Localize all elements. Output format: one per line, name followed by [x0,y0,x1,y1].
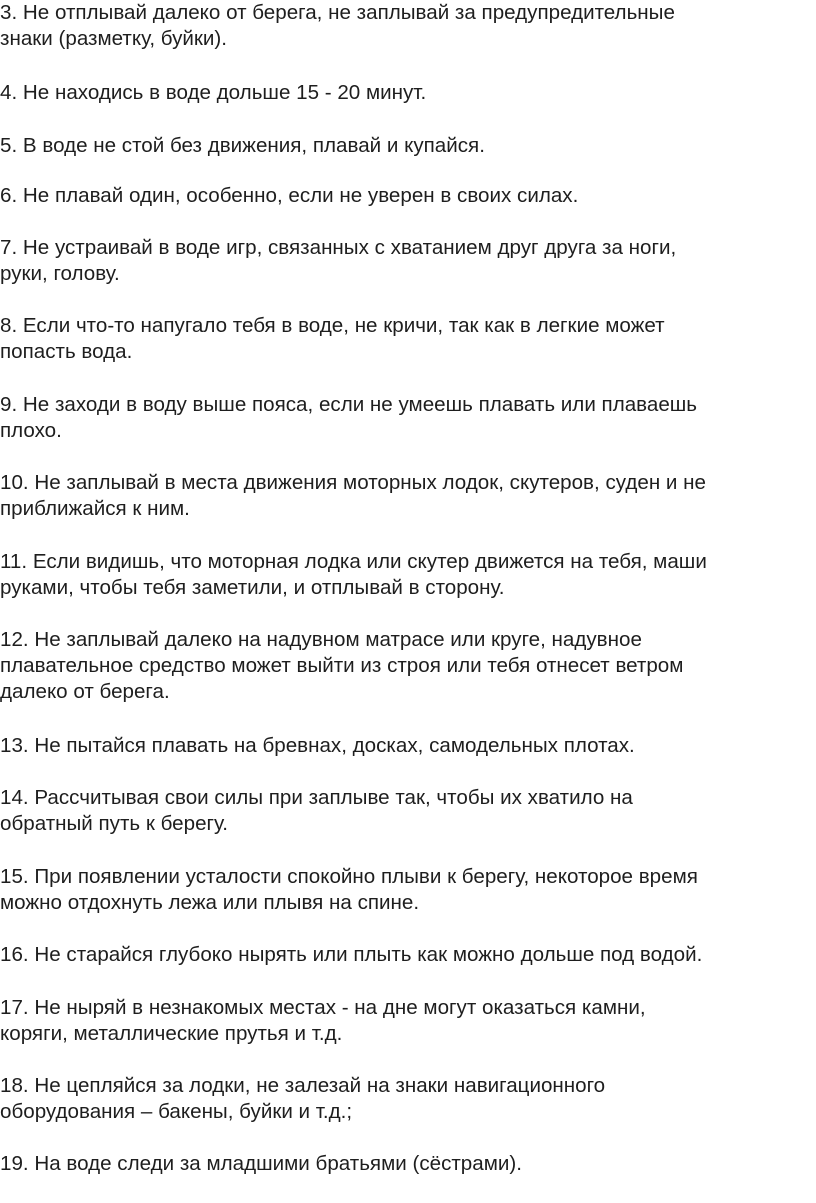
rule-item-14: 14. Рассчитывая свои силы при заплыве так, чтобы их хватило на обратный путь к берегу. [0,786,633,835]
rule-item-19: 19. На воде следи за младшими братьями (сёстрами). [0,1152,522,1175]
rule-item-16: 16. Не старайся глубоко нырять или плыть как можно дольше под водой. [0,943,703,966]
rule-item-11: 11. Если видишь, что моторная лодка или скутер движется на тебя, маши руками, чтобы тебя заметили, и отплывай в сторону. [0,550,707,599]
rule-item-3: 3. Не отплывай далеко от берега, не заплывай за предупредительные знаки (разметку, буйки). [0,1,675,50]
rule-item-4: 4. Не находись в воде дольше 15 - 20 минут. [0,81,427,104]
rule-item-6: 6. Не плавай один, особенно, если не уверен в своих силах. [0,184,579,207]
rule-item-5: 5. В воде не стой без движения, плавай и купайся. [0,134,485,157]
rule-item-17: 17. Не ныряй в незнакомых местах - на дне могут оказаться камни, коряги, металлические прутья и т.д. [0,996,646,1045]
rule-item-8: 8. Если что-то напугало тебя в воде, не кричи, так как в легкие может попасть вода. [0,314,665,363]
rule-item-10: 10. Не заплывай в места движения моторных лодок, скутеров, суден и не приближайся к ним. [0,471,706,520]
rule-item-9: 9. Не заходи в воду выше пояса, если не умеешь плавать или плаваешь плохо. [0,393,698,442]
rule-item-15: 15. При появлении усталости спокойно плыви к берегу, некоторое время можно отдохнуть лежа или плывя на спине. [0,865,698,914]
rule-item-18: 18. Не цепляйся за лодки, не залезай на знаки навигационного оборудования – бакены, буйки и т.д.; [0,1074,606,1123]
rule-item-12: 12. Не заплывай далеко на надувном матрасе или круге, надувное плавательное средство может выйти из строя или тебя отнесет ветром далеко от берега. [0,628,684,703]
rule-item-13: 13. Не пытайся плавать на бревнах, досках, самодельных плотах. [0,734,635,757]
rule-item-7: 7. Не устраивай в воде игр, связанных с хватанием друг друга за ноги, руки, голову. [0,236,677,285]
